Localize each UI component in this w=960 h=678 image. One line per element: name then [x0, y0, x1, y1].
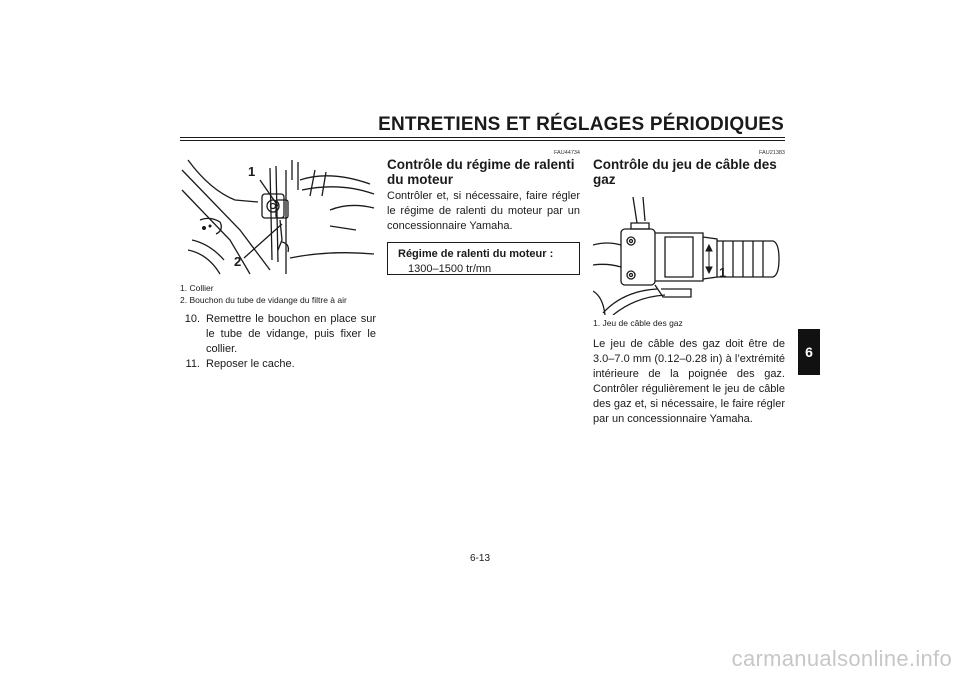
page-title: ENTRETIENS ET RÉGLAGES PÉRIODIQUES [378, 114, 784, 135]
section-heading: Contrôle du régime de ralenti du moteur [387, 157, 575, 187]
caption-item: 2. Bouchon du tube de vidange du filtre à air [180, 295, 347, 305]
spec-box [387, 242, 580, 275]
step-text: Remettre le bouchon en place sur le tube de vidange, puis fixer le collier. [206, 313, 376, 355]
figure-callout-1: 1 [248, 164, 256, 179]
step-text: Reposer le cache. [206, 358, 295, 370]
air-filter-drain-figure [180, 150, 376, 278]
step-item [180, 312, 376, 357]
step-number: 11. [185, 358, 200, 370]
figure-callout-2: 2 [234, 254, 242, 269]
page-number: 6-13 [470, 553, 491, 564]
air-filter-drain-illustration [180, 150, 376, 278]
step-number: 10. [184, 313, 200, 325]
throttle-grip-illustration [593, 193, 785, 315]
chapter-tab[interactable]: 6 [798, 329, 820, 375]
figure-captions [180, 282, 376, 306]
throttle-cable-figure [593, 193, 785, 315]
right-column [593, 150, 785, 427]
section-body: Contrôler et, si nécessaire, faire régler le régime de ralenti du moteur par un concessionnaire Yamaha. [387, 190, 580, 232]
spec-value: 1300–1500 tr/mn [408, 263, 492, 275]
step-item [180, 357, 376, 372]
header-rule-top [180, 137, 785, 138]
section-heading: Contrôle du jeu de câble des gaz [593, 157, 777, 187]
section-code: FAU21383 [759, 150, 785, 156]
section-body: Le jeu de câble des gaz doit être de 3.0–7.0 mm (0.12–0.28 in) à l’extrémité intérieure de la poignée des gaz. Contrôler régulièrement le jeu de câble des gaz et, si nécessaire, le faire régler par un concessionnaire Yamaha. [593, 338, 785, 425]
left-column [180, 150, 376, 372]
watermark: carmanualsonline.info [731, 646, 952, 671]
figure-caption: 1. Jeu de câble des gaz [593, 318, 683, 328]
header-rule-bottom [180, 140, 785, 141]
middle-column [387, 150, 580, 275]
spec-label: Régime de ralenti du moteur : [398, 248, 554, 260]
figure-callout-1: 1 [719, 265, 727, 280]
section-code: FAU44734 [554, 150, 580, 156]
caption-item: 1. Collier [180, 283, 214, 293]
step-list [180, 312, 376, 372]
